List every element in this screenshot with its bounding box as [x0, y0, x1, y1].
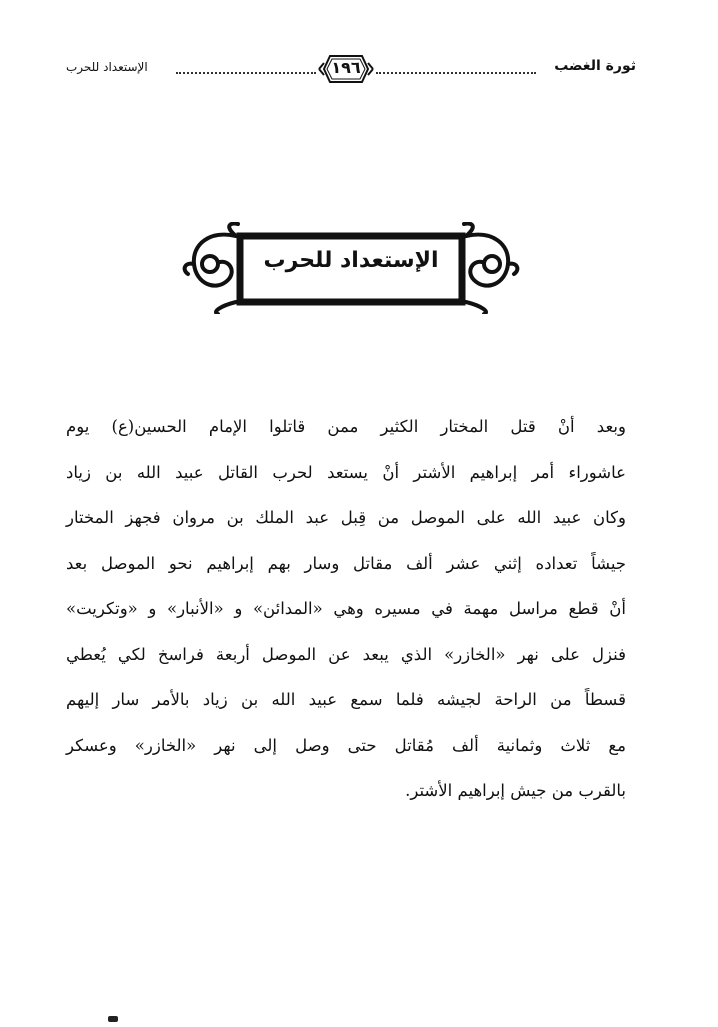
paragraph-line: وبعد أنْ قتل المختار الكثير ممن قاتلوا الإمام الحسين(ع) يوم — [66, 417, 626, 436]
paragraph-line: وكان عبيد الله على الموصل من قِبل عبد الملك بن مروان فجهز المختار — [66, 508, 626, 527]
header-dot-leader-right — [376, 72, 536, 74]
paragraph-line: مع ثلاث وثمانية ألف مُقاتل حتى وصل إلى نهر «الخازر» وعسكر — [66, 735, 626, 755]
header-dot-leader-left — [176, 72, 316, 74]
header-book-title: ثورة الغضب — [554, 58, 636, 74]
header-chapter-title: الإستعداد للحرب — [66, 60, 148, 74]
running-header — [66, 50, 636, 94]
page-number: ١٩٦ — [331, 58, 361, 77]
paragraph-line: فنزل على نهر «الخازر» الذي يبعد عن الموصل أربعة فراسخ لكي يُعطي — [66, 644, 626, 664]
paragraph-line: أنْ قطع مراسل مهمة في مسيره وهي «المدائن» و «الأنبار» و «وتكريت» — [66, 599, 626, 618]
footer-mark — [108, 1016, 118, 1022]
body-paragraph — [66, 404, 626, 814]
chapter-title: الإستعداد للحرب — [263, 248, 439, 273]
paragraph-line: قسطاً من الراحة لجيشه فلما سمع عبيد الله بن زياد بالأمر سار إليهم — [66, 690, 626, 709]
paragraph-line: بالقرب من جيش إبراهيم الأشتر. — [405, 781, 626, 800]
page-number-badge — [316, 50, 376, 88]
paragraph-line: جيشاً تعداده إثني عشر ألف مقاتل وسار بهم إبراهيم نحو الموصل بعد — [66, 553, 626, 573]
paragraph-line: عاشوراء أمر إبراهيم الأشتر أنْ يستعد لحرب القاتل عبيد الله بن زياد — [66, 462, 626, 482]
chapter-title-frame — [180, 222, 522, 314]
